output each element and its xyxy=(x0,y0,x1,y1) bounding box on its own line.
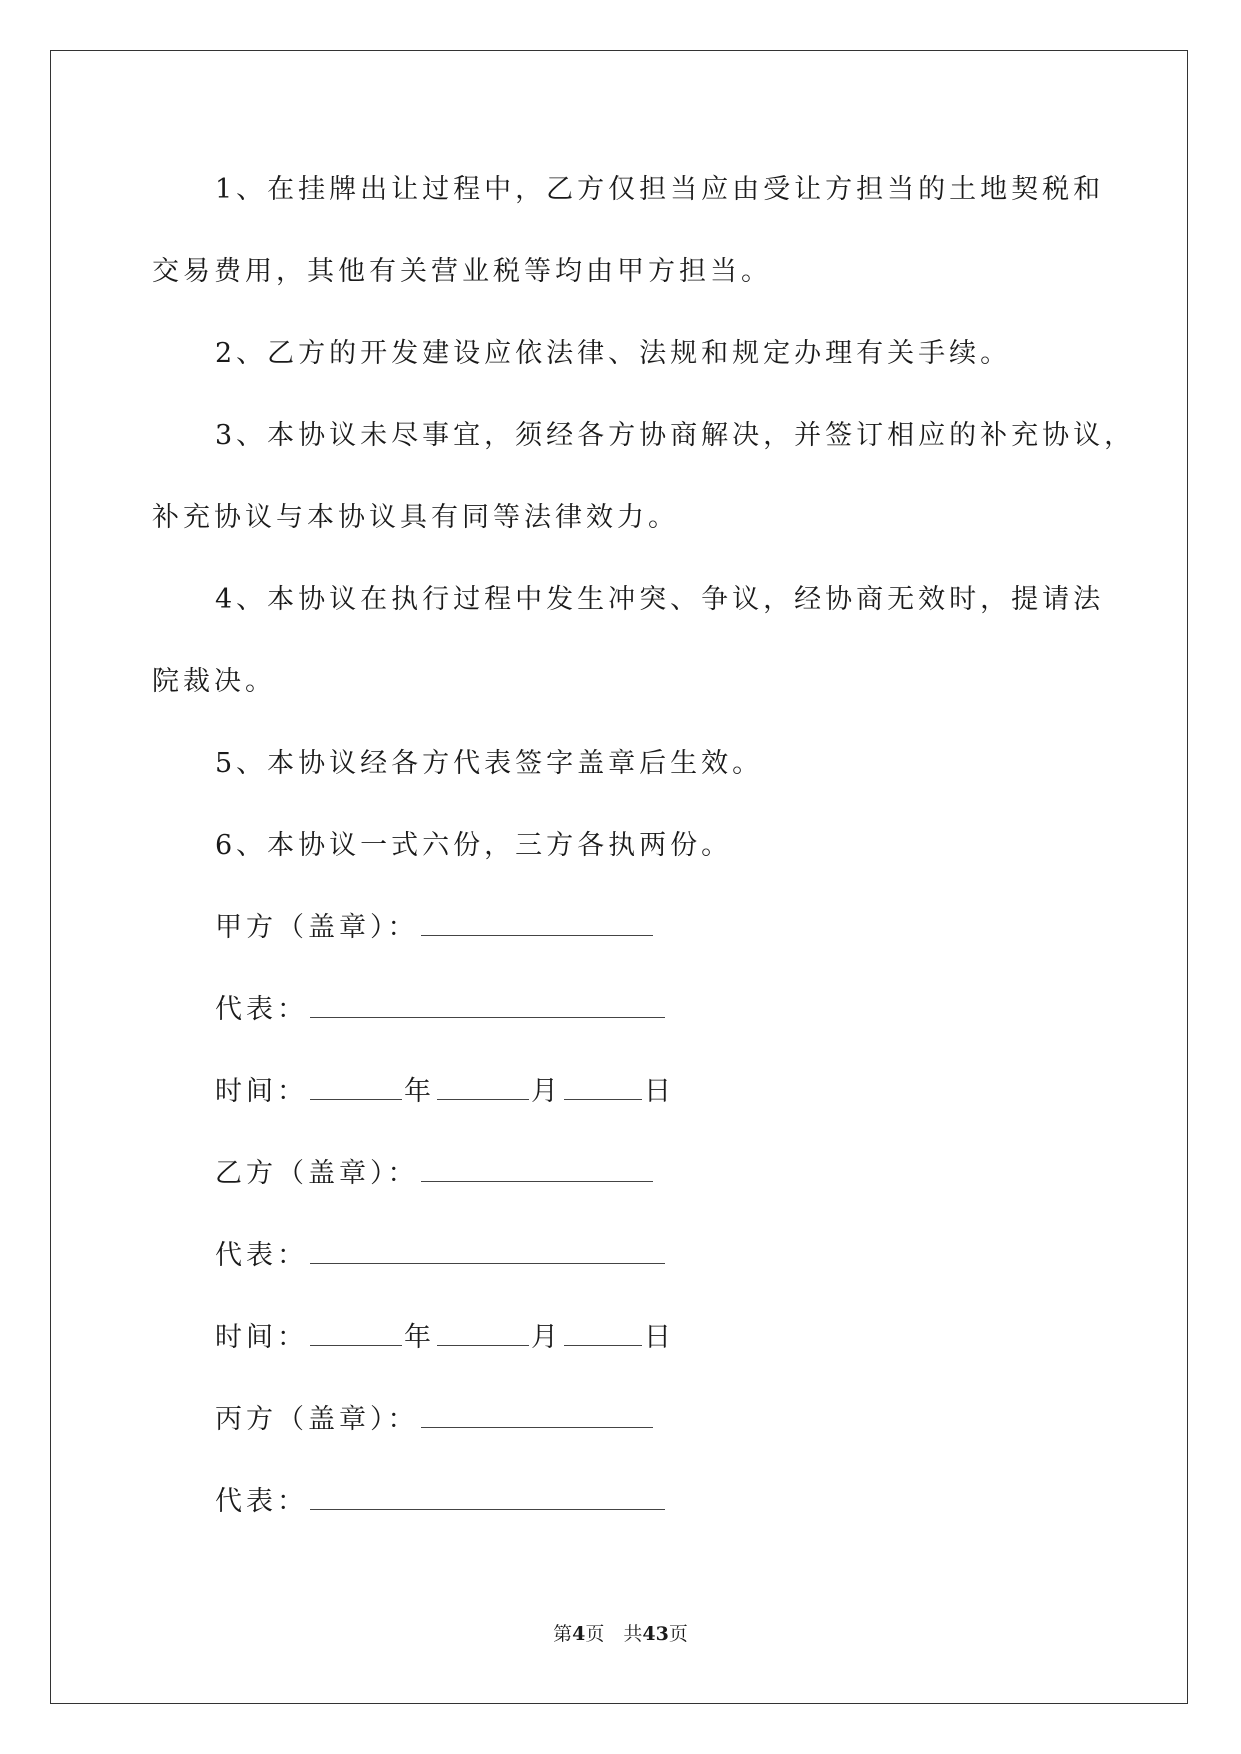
party-b-time-label: 时间： xyxy=(215,1322,308,1353)
party-c-rep-blank[interactable] xyxy=(310,1485,665,1510)
clause-1-line-2: 交易费用，其他有关营业税等均由甲方担当。 xyxy=(152,256,772,287)
party-c-seal-blank[interactable] xyxy=(421,1403,653,1428)
party-a-month-blank[interactable] xyxy=(437,1075,529,1100)
page-footer xyxy=(0,1622,1241,1646)
clause-4-line-2: 院裁决。 xyxy=(152,666,276,697)
footer-total-pages: 43 xyxy=(642,1623,669,1645)
party-a-label: 甲方（盖章）： xyxy=(215,912,419,943)
clause-5: 5、本协议经各方代表签字盖章后生效。 xyxy=(215,748,764,779)
footer-mid: 页 共 xyxy=(585,1623,643,1645)
clause-3-line-1: 3、本协议未尽事宜，须经各方协商解决，并签订相应的补充协议， xyxy=(215,420,1136,451)
party-b-year-blank[interactable] xyxy=(310,1321,402,1346)
page-border xyxy=(50,50,1188,1704)
party-b-seal-row xyxy=(215,1156,655,1192)
party-c-rep-row xyxy=(215,1484,667,1520)
footer-prefix: 第 xyxy=(553,1623,573,1645)
party-b-label: 乙方（盖章）： xyxy=(215,1158,419,1189)
party-a-year-label: 年 xyxy=(404,1076,435,1107)
clause-4-line-1: 4、本协议在执行过程中发生冲突、争议，经协商无效时，提请法 xyxy=(215,584,1105,615)
party-a-time-label: 时间： xyxy=(215,1076,308,1107)
party-a-rep-label: 代表： xyxy=(215,994,308,1025)
footer-page-number: 4 xyxy=(572,1623,586,1645)
party-b-month-blank[interactable] xyxy=(437,1321,529,1346)
party-a-year-blank[interactable] xyxy=(310,1075,402,1100)
footer-suffix: 页 xyxy=(668,1623,688,1645)
party-a-seal-blank[interactable] xyxy=(421,911,653,936)
party-b-day-label: 日 xyxy=(644,1322,675,1353)
clause-1-line-1: 1、在挂牌出让过程中，乙方仅担当应由受让方担当的土地契税和 xyxy=(215,174,1105,205)
party-a-month-label: 月 xyxy=(531,1076,562,1107)
party-a-day-blank[interactable] xyxy=(564,1075,642,1100)
party-a-seal-row xyxy=(215,910,655,946)
party-b-seal-blank[interactable] xyxy=(421,1157,653,1182)
party-b-month-label: 月 xyxy=(531,1322,562,1353)
clause-2: 2、乙方的开发建设应依法律、法规和规定办理有关手续。 xyxy=(215,338,1012,369)
party-a-time-row xyxy=(215,1074,675,1110)
party-b-day-blank[interactable] xyxy=(564,1321,642,1346)
party-a-rep-row xyxy=(215,992,667,1028)
party-b-rep-blank[interactable] xyxy=(310,1239,665,1264)
party-b-rep-row xyxy=(215,1238,667,1274)
party-c-label: 丙方（盖章）： xyxy=(215,1404,419,1435)
party-b-year-label: 年 xyxy=(404,1322,435,1353)
party-c-rep-label: 代表： xyxy=(215,1486,308,1517)
clause-6: 6、本协议一式六份，三方各执两份。 xyxy=(215,830,733,861)
party-b-rep-label: 代表： xyxy=(215,1240,308,1271)
party-a-day-label: 日 xyxy=(644,1076,675,1107)
party-c-seal-row xyxy=(215,1402,655,1438)
party-b-time-row xyxy=(215,1320,675,1356)
party-a-rep-blank[interactable] xyxy=(310,993,665,1018)
clause-3-line-2: 补充协议与本协议具有同等法律效力。 xyxy=(152,502,679,533)
